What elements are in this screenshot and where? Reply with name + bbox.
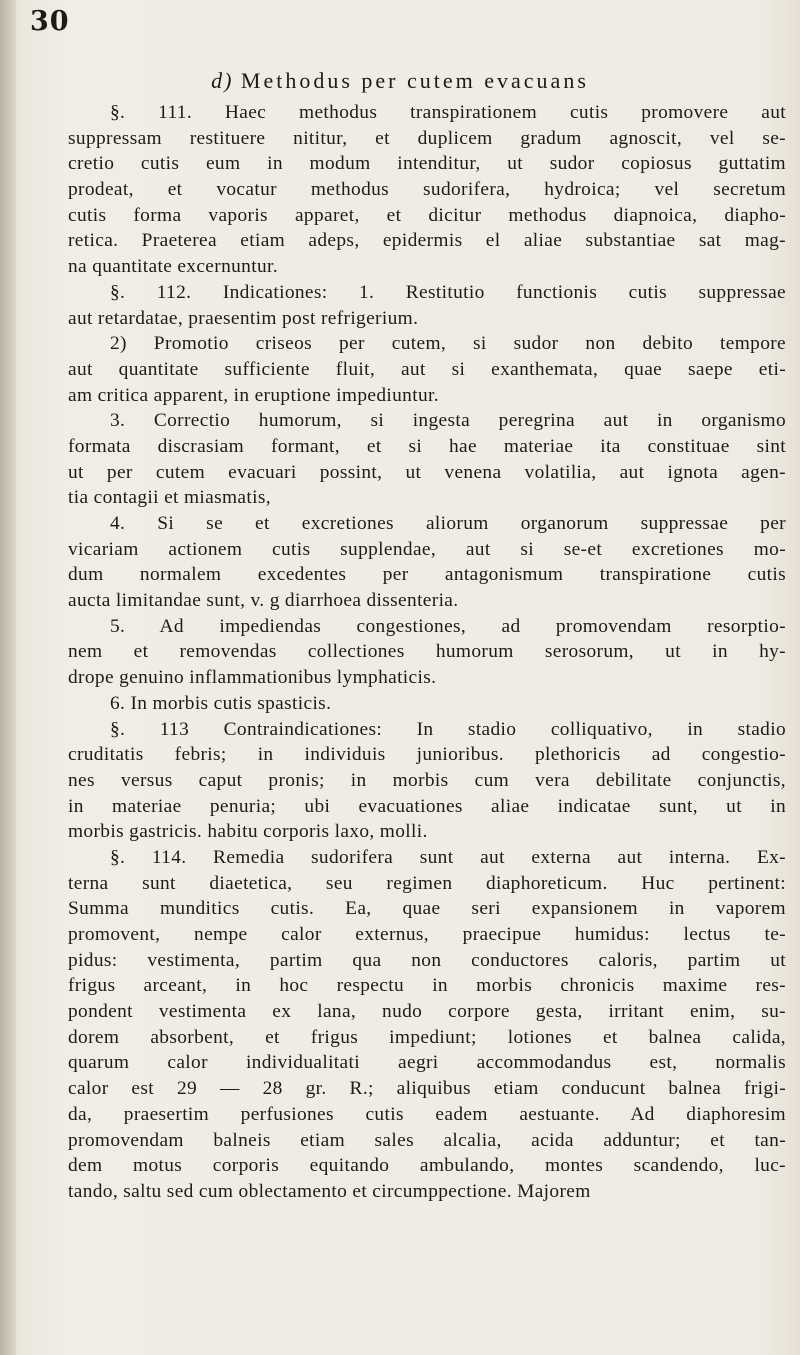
heading-title: Methodus per cutem evacuans bbox=[240, 68, 589, 93]
page-binding-edge bbox=[0, 0, 16, 1355]
heading-prefix: d) bbox=[211, 68, 234, 93]
section-heading bbox=[0, 68, 800, 94]
text-line: 2) Promotio criseos per cutem, si sudor non debito tempore bbox=[110, 333, 786, 355]
text-line: formata discrasiam formant, et si hae materiae ita constituae sint bbox=[68, 435, 786, 457]
text-line: vicariam actionem cutis supplendae, aut si se-et excretiones mo- bbox=[68, 538, 786, 560]
text-line: na quantitate excernuntur. bbox=[68, 256, 278, 278]
text-line: dem motus corporis equitando ambulando, montes scandendo, luc- bbox=[68, 1155, 786, 1177]
text-line: 3. Correctio humorum, si ingesta peregrina aut in organismo bbox=[110, 410, 786, 432]
text-line: frigus arceant, in hoc respectu in morbis chronicis maxime res- bbox=[68, 975, 786, 997]
text-line: calor est 29 — 28 gr. R.; aliquibus etiam conducunt balnea frigi- bbox=[68, 1078, 786, 1100]
text-line: cruditatis febris; in individuis junioribus. plethoricis ad congestio- bbox=[68, 744, 786, 766]
text-line: terna sunt diaetetica, seu regimen diaphoreticum. Huc pertinent: bbox=[68, 872, 786, 894]
text-line: drope genuino inflammationibus lymphaticis. bbox=[68, 667, 437, 689]
text-line: suppressam restituere nititur, et duplicem gradum agnoscit, vel se- bbox=[68, 127, 786, 149]
text-line: 4. Si se et excretiones aliorum organorum suppressae per bbox=[110, 513, 786, 534]
text-line: cutis forma vaporis apparet, et dicitur methodus diapnoica, diapho- bbox=[68, 204, 786, 226]
text-line: prodeat, et vocatur methodus sudorifera, hydroica; vel secretum bbox=[68, 179, 786, 201]
text-line: quarum calor individualitati aegri accommodandus est, normalis bbox=[68, 1052, 786, 1074]
text-line: morbis gastricis. habitu corporis laxo, molli. bbox=[68, 821, 428, 843]
text-line: 5. Ad impediendas congestiones, ad promovendam resorptio- bbox=[110, 615, 786, 637]
text-line: dorem absorbent, et frigus impediunt; lotiones et balnea calida, bbox=[68, 1026, 786, 1048]
text-line: retica. Praeterea etiam adeps, epidermis el aliae substantiae sat mag- bbox=[68, 230, 786, 252]
text-line: pondent vestimenta ex lana, nudo corpore gesta, irritant enim, su- bbox=[68, 1001, 786, 1023]
text-line: §. 112. Indicationes: 1. Restitutio functionis cutis suppressae bbox=[110, 281, 786, 303]
page-number: 30 bbox=[30, 6, 70, 37]
text-line: promovent, nempe calor externus, praecipue humidus: lectus te- bbox=[68, 924, 786, 945]
text-line: tia contagii et miasmatis, bbox=[68, 487, 271, 509]
text-line: dum normalem excedentes per antagonismum transpiratione cutis bbox=[68, 564, 786, 586]
text-line: in materiae penuria; ubi evacuationes aliae indicatae sunt, ut in bbox=[68, 795, 786, 817]
text-line: aucta limitandae sunt, v. g diarrhoea dissenteria. bbox=[68, 590, 459, 612]
text-line: §. 114. Remedia sudorifera sunt aut externa aut interna. Ex- bbox=[110, 846, 786, 868]
text-line: tando, saltu sed cum oblectamento et circumppectione. Majorem bbox=[68, 1180, 591, 1202]
text-line: Summa munditics cutis. Ea, quae seri expansionem in vaporem bbox=[68, 898, 786, 920]
text-line: da, praesertim perfusiones cutis eadem aestuante. Ad diaphoresim bbox=[68, 1103, 786, 1125]
body-text bbox=[68, 100, 786, 1205]
text-line: 6. In morbis cutis spasticis. bbox=[110, 692, 332, 714]
text-line: §. 113 Contraindicationes: In stadio colliquativo, in stadio bbox=[110, 718, 786, 740]
text-line: cretio cutis eum in modum intenditur, ut sudor copiosus guttatim bbox=[68, 153, 786, 175]
text-line: nes versus caput pronis; in morbis cum vera debilitate conjunctis, bbox=[68, 769, 786, 791]
text-line: ut per cutem evacuari possint, ut venena volatilia, aut ignota agen- bbox=[68, 461, 786, 483]
text-line: §. 111. Haec methodus transpirationem cutis promovere aut bbox=[110, 102, 786, 123]
text-line: nem et removendas collectiones humorum serosorum, ut in hy- bbox=[68, 641, 786, 663]
text-line: aut retardatae, praesentim post refrigerium. bbox=[68, 307, 419, 329]
text-line: aut quantitate sufficiente fluit, aut si exanthemata, quae saepe eti- bbox=[68, 358, 786, 380]
text-line: pidus: vestimenta, partim qua non conductores caloris, partim ut bbox=[68, 949, 786, 971]
text-line: promovendam balneis etiam sales alcalia, acida adduntur; et tan- bbox=[68, 1129, 786, 1151]
text-line: am critica apparent, in eruptione impediuntur. bbox=[68, 384, 439, 406]
